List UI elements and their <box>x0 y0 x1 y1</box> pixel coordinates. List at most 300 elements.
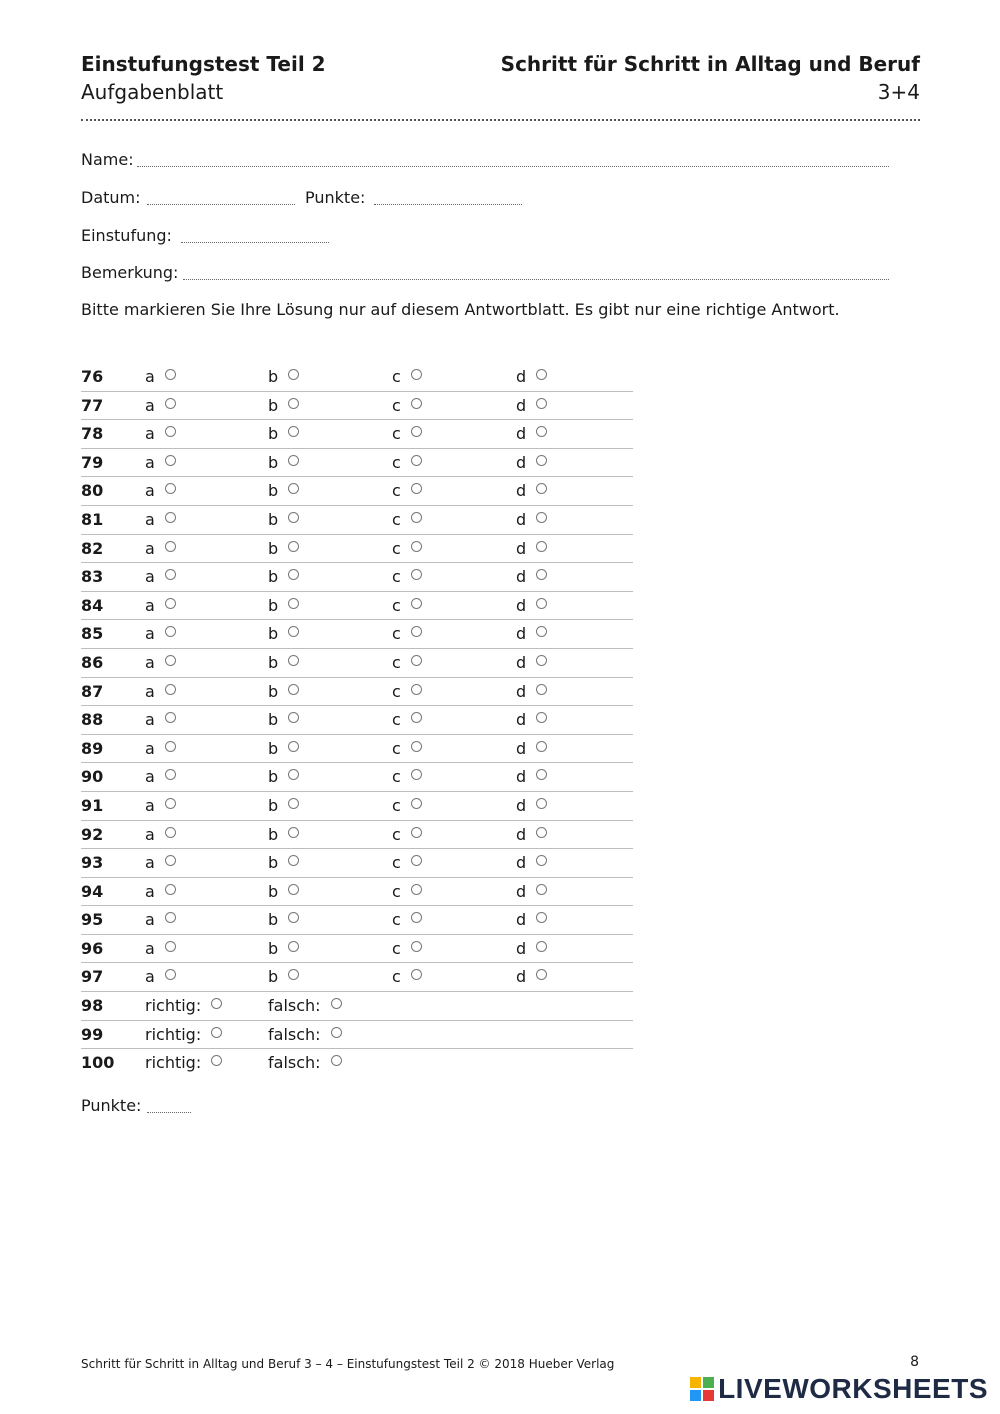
option-c[interactable] <box>392 624 422 643</box>
question-number: 96 <box>81 938 104 958</box>
radio-circle-icon[interactable] <box>288 969 299 980</box>
radio-circle-icon[interactable] <box>165 426 176 437</box>
radio-circle-icon[interactable] <box>411 798 422 809</box>
radio-circle-icon[interactable] <box>411 741 422 752</box>
option-a[interactable] <box>145 596 176 615</box>
option-b[interactable] <box>268 396 299 415</box>
radio-circle-icon[interactable] <box>288 941 299 952</box>
option-letter: b <box>268 424 279 444</box>
radio-circle-icon[interactable] <box>165 541 176 552</box>
option-d[interactable] <box>516 682 547 701</box>
option-letter: b <box>268 967 279 987</box>
option-d[interactable] <box>516 481 547 500</box>
option-d[interactable] <box>516 967 547 986</box>
option-d[interactable] <box>516 567 547 586</box>
question-number: 87 <box>81 681 104 701</box>
option-letter: c <box>392 538 401 558</box>
option-d[interactable] <box>516 396 547 415</box>
question-row <box>81 849 633 878</box>
option-letter: c <box>392 767 401 787</box>
radio-circle-icon[interactable] <box>165 969 176 980</box>
option-d[interactable] <box>516 825 547 844</box>
question-number: 86 <box>81 652 104 672</box>
option-letter: c <box>392 881 401 901</box>
logo-tile <box>703 1390 714 1401</box>
radio-circle-icon[interactable] <box>331 1027 342 1038</box>
option-c[interactable] <box>392 367 422 386</box>
option-b[interactable] <box>268 367 299 386</box>
option-letter: a <box>145 538 155 558</box>
radio-circle-icon[interactable] <box>288 884 299 895</box>
option-a[interactable] <box>145 510 176 529</box>
option-letter: c <box>392 710 401 730</box>
option-a[interactable] <box>145 453 176 472</box>
radio-circle-icon[interactable] <box>536 398 547 409</box>
option-b[interactable] <box>268 481 299 500</box>
einstufung-label: Einstufung: <box>81 226 172 245</box>
radio-circle-icon[interactable] <box>411 941 422 952</box>
radio-circle-icon[interactable] <box>411 541 422 552</box>
page-number: 8 <box>910 1354 919 1370</box>
radio-circle-icon[interactable] <box>165 684 176 695</box>
option-letter: d <box>516 710 527 730</box>
footer-copyright: Schritt für Schritt in Alltag und Beruf 3 – 4 – Einstufungstest Teil 2 © 2018 Hueber Verlag <box>81 1357 615 1371</box>
radio-circle-icon[interactable] <box>165 369 176 380</box>
radio-circle-icon[interactable] <box>165 398 176 409</box>
option-d[interactable] <box>516 939 547 958</box>
option-letter: d <box>516 795 527 815</box>
option-letter: a <box>145 652 155 672</box>
option-richtig[interactable] <box>145 996 222 1015</box>
radio-circle-icon[interactable] <box>165 798 176 809</box>
radio-circle-icon[interactable] <box>411 569 422 580</box>
radio-circle-icon[interactable] <box>536 798 547 809</box>
liveworksheets-logo <box>690 1373 988 1405</box>
question-row <box>81 1021 633 1050</box>
option-b[interactable] <box>268 596 299 615</box>
option-letter: d <box>516 424 527 444</box>
question-row <box>81 792 633 821</box>
option-d[interactable] <box>516 510 547 529</box>
option-a[interactable] <box>145 767 176 786</box>
radio-circle-icon[interactable] <box>536 912 547 923</box>
radio-circle-icon[interactable] <box>411 369 422 380</box>
radio-circle-icon[interactable] <box>288 712 299 723</box>
option-b[interactable] <box>268 739 299 758</box>
option-b[interactable] <box>268 939 299 958</box>
option-a[interactable] <box>145 882 176 901</box>
option-letter: c <box>392 824 401 844</box>
option-d[interactable] <box>516 882 547 901</box>
radio-circle-icon[interactable] <box>165 941 176 952</box>
radio-circle-icon[interactable] <box>411 769 422 780</box>
option-letter: c <box>392 795 401 815</box>
option-c[interactable] <box>392 453 422 472</box>
radio-circle-icon[interactable] <box>288 541 299 552</box>
question-number: 83 <box>81 567 104 587</box>
option-b[interactable] <box>268 453 299 472</box>
option-a[interactable] <box>145 424 176 443</box>
radio-circle-icon[interactable] <box>411 483 422 494</box>
option-a[interactable] <box>145 710 176 729</box>
radio-circle-icon[interactable] <box>411 712 422 723</box>
option-letter: a <box>145 938 155 958</box>
option-c[interactable] <box>392 939 422 958</box>
option-letter: d <box>516 652 527 672</box>
option-letter: c <box>392 681 401 701</box>
option-letter: d <box>516 367 527 386</box>
option-c[interactable] <box>392 739 422 758</box>
option-letter: d <box>516 967 527 987</box>
radio-circle-icon[interactable] <box>288 569 299 580</box>
option-letter: d <box>516 910 527 930</box>
option-c[interactable] <box>392 910 422 929</box>
radio-circle-icon[interactable] <box>536 626 547 637</box>
question-number: 80 <box>81 481 104 501</box>
option-c[interactable] <box>392 710 422 729</box>
option-letter: c <box>392 367 401 386</box>
option-letter: d <box>516 481 527 501</box>
option-falsch[interactable] <box>268 1053 342 1072</box>
radio-circle-icon[interactable] <box>536 369 547 380</box>
richtig-label: richtig: <box>145 1024 202 1044</box>
option-c[interactable] <box>392 481 422 500</box>
option-richtig[interactable] <box>145 1053 222 1072</box>
punkte-line[interactable] <box>374 204 522 205</box>
datum-line[interactable] <box>147 204 295 205</box>
radio-circle-icon[interactable] <box>211 1027 222 1038</box>
punkte-label: Punkte: <box>305 188 366 207</box>
total-points-line[interactable] <box>147 1112 191 1113</box>
option-d[interactable] <box>516 710 547 729</box>
option-letter: a <box>145 710 155 730</box>
option-letter: a <box>145 738 155 758</box>
option-c[interactable] <box>392 539 422 558</box>
book-level: 3+4 <box>877 80 920 104</box>
question-number: 81 <box>81 509 104 529</box>
radio-circle-icon[interactable] <box>536 483 547 494</box>
radio-circle-icon[interactable] <box>211 1055 222 1066</box>
radio-circle-icon[interactable] <box>536 855 547 866</box>
option-b[interactable] <box>268 424 299 443</box>
option-d[interactable] <box>516 367 547 386</box>
radio-circle-icon[interactable] <box>536 684 547 695</box>
option-letter: c <box>392 424 401 444</box>
option-a[interactable] <box>145 396 176 415</box>
falsch-label: falsch: <box>268 1024 321 1044</box>
question-row <box>81 678 633 707</box>
option-a[interactable] <box>145 796 176 815</box>
radio-circle-icon[interactable] <box>165 626 176 637</box>
datum-label: Datum: <box>81 188 141 207</box>
option-letter: b <box>268 853 279 873</box>
radio-circle-icon[interactable] <box>288 855 299 866</box>
option-a[interactable] <box>145 653 176 672</box>
option-c[interactable] <box>392 796 422 815</box>
radio-circle-icon[interactable] <box>331 998 342 1009</box>
radio-circle-icon[interactable] <box>288 741 299 752</box>
option-letter: a <box>145 910 155 930</box>
option-letter: b <box>268 881 279 901</box>
radio-circle-icon[interactable] <box>288 398 299 409</box>
option-letter: d <box>516 853 527 873</box>
option-d[interactable] <box>516 424 547 443</box>
option-letter: b <box>268 795 279 815</box>
bemerkung-line[interactable] <box>183 279 889 280</box>
radio-circle-icon[interactable] <box>165 512 176 523</box>
test-title: Einstufungstest Teil 2 <box>81 52 326 76</box>
name-line[interactable] <box>137 166 889 167</box>
option-letter: c <box>392 595 401 615</box>
radio-circle-icon[interactable] <box>288 912 299 923</box>
question-number: 88 <box>81 710 104 730</box>
question-number: 85 <box>81 624 104 644</box>
option-a[interactable] <box>145 539 176 558</box>
option-b[interactable] <box>268 710 299 729</box>
option-letter: c <box>392 967 401 987</box>
option-c[interactable] <box>392 882 422 901</box>
option-b[interactable] <box>268 767 299 786</box>
option-letter: d <box>516 538 527 558</box>
option-d[interactable] <box>516 739 547 758</box>
option-b[interactable] <box>268 653 299 672</box>
radio-circle-icon[interactable] <box>165 598 176 609</box>
total-points-field[interactable] <box>81 1096 141 1115</box>
option-b[interactable] <box>268 510 299 529</box>
option-c[interactable] <box>392 424 422 443</box>
radio-circle-icon[interactable] <box>536 512 547 523</box>
radio-circle-icon[interactable] <box>165 855 176 866</box>
radio-circle-icon[interactable] <box>411 884 422 895</box>
radio-circle-icon[interactable] <box>536 455 547 466</box>
option-c[interactable] <box>392 567 422 586</box>
option-c[interactable] <box>392 682 422 701</box>
option-letter: a <box>145 567 155 587</box>
radio-circle-icon[interactable] <box>288 769 299 780</box>
radio-circle-icon[interactable] <box>536 426 547 437</box>
option-b[interactable] <box>268 910 299 929</box>
question-row <box>81 706 633 735</box>
radio-circle-icon[interactable] <box>411 512 422 523</box>
radio-circle-icon[interactable] <box>165 769 176 780</box>
option-b[interactable] <box>268 567 299 586</box>
option-c[interactable] <box>392 596 422 615</box>
option-c[interactable] <box>392 653 422 672</box>
option-d[interactable] <box>516 653 547 672</box>
radio-circle-icon[interactable] <box>288 598 299 609</box>
option-b[interactable] <box>268 796 299 815</box>
radio-circle-icon[interactable] <box>536 598 547 609</box>
radio-circle-icon[interactable] <box>411 426 422 437</box>
option-letter: a <box>145 424 155 444</box>
falsch-label: falsch: <box>268 996 321 1016</box>
option-a[interactable] <box>145 682 176 701</box>
question-row <box>81 563 633 592</box>
radio-circle-icon[interactable] <box>288 684 299 695</box>
radio-circle-icon[interactable] <box>165 884 176 895</box>
option-c[interactable] <box>392 767 422 786</box>
option-c[interactable] <box>392 967 422 986</box>
option-d[interactable] <box>516 910 547 929</box>
radio-circle-icon[interactable] <box>536 541 547 552</box>
option-richtig[interactable] <box>145 1025 222 1044</box>
option-letter: b <box>268 938 279 958</box>
option-b[interactable] <box>268 539 299 558</box>
answer-grid <box>81 363 633 1077</box>
radio-circle-icon[interactable] <box>536 569 547 580</box>
radio-circle-icon[interactable] <box>411 655 422 666</box>
radio-circle-icon[interactable] <box>411 455 422 466</box>
radio-circle-icon[interactable] <box>411 684 422 695</box>
option-b[interactable] <box>268 967 299 986</box>
radio-circle-icon[interactable] <box>165 455 176 466</box>
question-row <box>81 363 633 392</box>
question-number: 82 <box>81 538 104 558</box>
einstufung-field[interactable] <box>81 226 341 248</box>
option-d[interactable] <box>516 596 547 615</box>
radio-circle-icon[interactable] <box>536 969 547 980</box>
radio-circle-icon[interactable] <box>288 426 299 437</box>
name-label: Name: <box>81 150 134 169</box>
option-a[interactable] <box>145 910 176 929</box>
option-letter: d <box>516 595 527 615</box>
radio-circle-icon[interactable] <box>288 626 299 637</box>
option-d[interactable] <box>516 624 547 643</box>
radio-circle-icon[interactable] <box>165 569 176 580</box>
option-d[interactable] <box>516 853 547 872</box>
datum-punkte-field[interactable] <box>81 188 531 210</box>
radio-circle-icon[interactable] <box>411 398 422 409</box>
einstufung-line[interactable] <box>181 242 329 243</box>
option-letter: c <box>392 738 401 758</box>
option-b[interactable] <box>268 853 299 872</box>
radio-circle-icon[interactable] <box>288 827 299 838</box>
option-c[interactable] <box>392 853 422 872</box>
option-letter: d <box>516 452 527 472</box>
option-a[interactable] <box>145 939 176 958</box>
option-letter: a <box>145 795 155 815</box>
option-falsch[interactable] <box>268 1025 342 1044</box>
option-b[interactable] <box>268 882 299 901</box>
option-a[interactable] <box>145 967 176 986</box>
option-letter: c <box>392 395 401 415</box>
bemerkung-field[interactable] <box>81 263 891 285</box>
radio-circle-icon[interactable] <box>288 798 299 809</box>
option-letter: c <box>392 567 401 587</box>
radio-circle-icon[interactable] <box>165 655 176 666</box>
option-letter: d <box>516 938 527 958</box>
radio-circle-icon[interactable] <box>288 483 299 494</box>
radio-circle-icon[interactable] <box>536 769 547 780</box>
radio-circle-icon[interactable] <box>536 712 547 723</box>
question-row <box>81 878 633 907</box>
option-a[interactable] <box>145 367 176 386</box>
radio-circle-icon[interactable] <box>288 455 299 466</box>
option-letter: d <box>516 395 527 415</box>
question-row <box>81 420 633 449</box>
radio-circle-icon[interactable] <box>165 912 176 923</box>
option-d[interactable] <box>516 453 547 472</box>
option-letter: b <box>268 567 279 587</box>
option-a[interactable] <box>145 481 176 500</box>
option-letter: a <box>145 452 155 472</box>
option-a[interactable] <box>145 739 176 758</box>
option-c[interactable] <box>392 825 422 844</box>
radio-circle-icon[interactable] <box>165 827 176 838</box>
radio-circle-icon[interactable] <box>211 998 222 1009</box>
option-letter: c <box>392 481 401 501</box>
radio-circle-icon[interactable] <box>288 512 299 523</box>
radio-circle-icon[interactable] <box>536 884 547 895</box>
option-b[interactable] <box>268 682 299 701</box>
question-number: 90 <box>81 767 104 787</box>
radio-circle-icon[interactable] <box>165 483 176 494</box>
radio-circle-icon[interactable] <box>411 969 422 980</box>
option-d[interactable] <box>516 796 547 815</box>
option-letter: b <box>268 910 279 930</box>
richtig-label: richtig: <box>145 996 202 1016</box>
radio-circle-icon[interactable] <box>536 655 547 666</box>
radio-circle-icon[interactable] <box>411 598 422 609</box>
option-letter: c <box>392 452 401 472</box>
question-number: 84 <box>81 595 104 615</box>
option-letter: c <box>392 652 401 672</box>
book-title: Schritt für Schritt in Alltag und Beruf <box>500 52 920 76</box>
option-letter: b <box>268 681 279 701</box>
radio-circle-icon[interactable] <box>165 741 176 752</box>
option-letter: c <box>392 853 401 873</box>
question-row <box>81 821 633 850</box>
option-letter: b <box>268 538 279 558</box>
option-d[interactable] <box>516 767 547 786</box>
radio-circle-icon[interactable] <box>536 741 547 752</box>
radio-circle-icon[interactable] <box>411 827 422 838</box>
radio-circle-icon[interactable] <box>288 655 299 666</box>
question-number: 100 <box>81 1053 115 1073</box>
option-b[interactable] <box>268 825 299 844</box>
radio-circle-icon[interactable] <box>536 941 547 952</box>
option-falsch[interactable] <box>268 996 342 1015</box>
radio-circle-icon[interactable] <box>411 626 422 637</box>
question-number: 93 <box>81 853 104 873</box>
name-field[interactable] <box>81 150 891 172</box>
option-a[interactable] <box>145 825 176 844</box>
option-a[interactable] <box>145 567 176 586</box>
radio-circle-icon[interactable] <box>165 712 176 723</box>
radio-circle-icon[interactable] <box>411 912 422 923</box>
option-letter: d <box>516 681 527 701</box>
radio-circle-icon[interactable] <box>411 855 422 866</box>
total-points-label: Punkte: <box>81 1096 142 1115</box>
option-d[interactable] <box>516 539 547 558</box>
question-row <box>81 906 633 935</box>
sheet-subtitle: Aufgabenblatt <box>81 80 224 104</box>
option-b[interactable] <box>268 624 299 643</box>
option-c[interactable] <box>392 396 422 415</box>
question-number: 91 <box>81 795 104 815</box>
option-a[interactable] <box>145 853 176 872</box>
option-letter: a <box>145 853 155 873</box>
option-letter: d <box>516 767 527 787</box>
option-letter: d <box>516 738 527 758</box>
option-c[interactable] <box>392 510 422 529</box>
option-letter: a <box>145 395 155 415</box>
option-a[interactable] <box>145 624 176 643</box>
radio-circle-icon[interactable] <box>331 1055 342 1066</box>
logo-tile <box>690 1390 701 1401</box>
radio-circle-icon[interactable] <box>536 827 547 838</box>
radio-circle-icon[interactable] <box>288 369 299 380</box>
